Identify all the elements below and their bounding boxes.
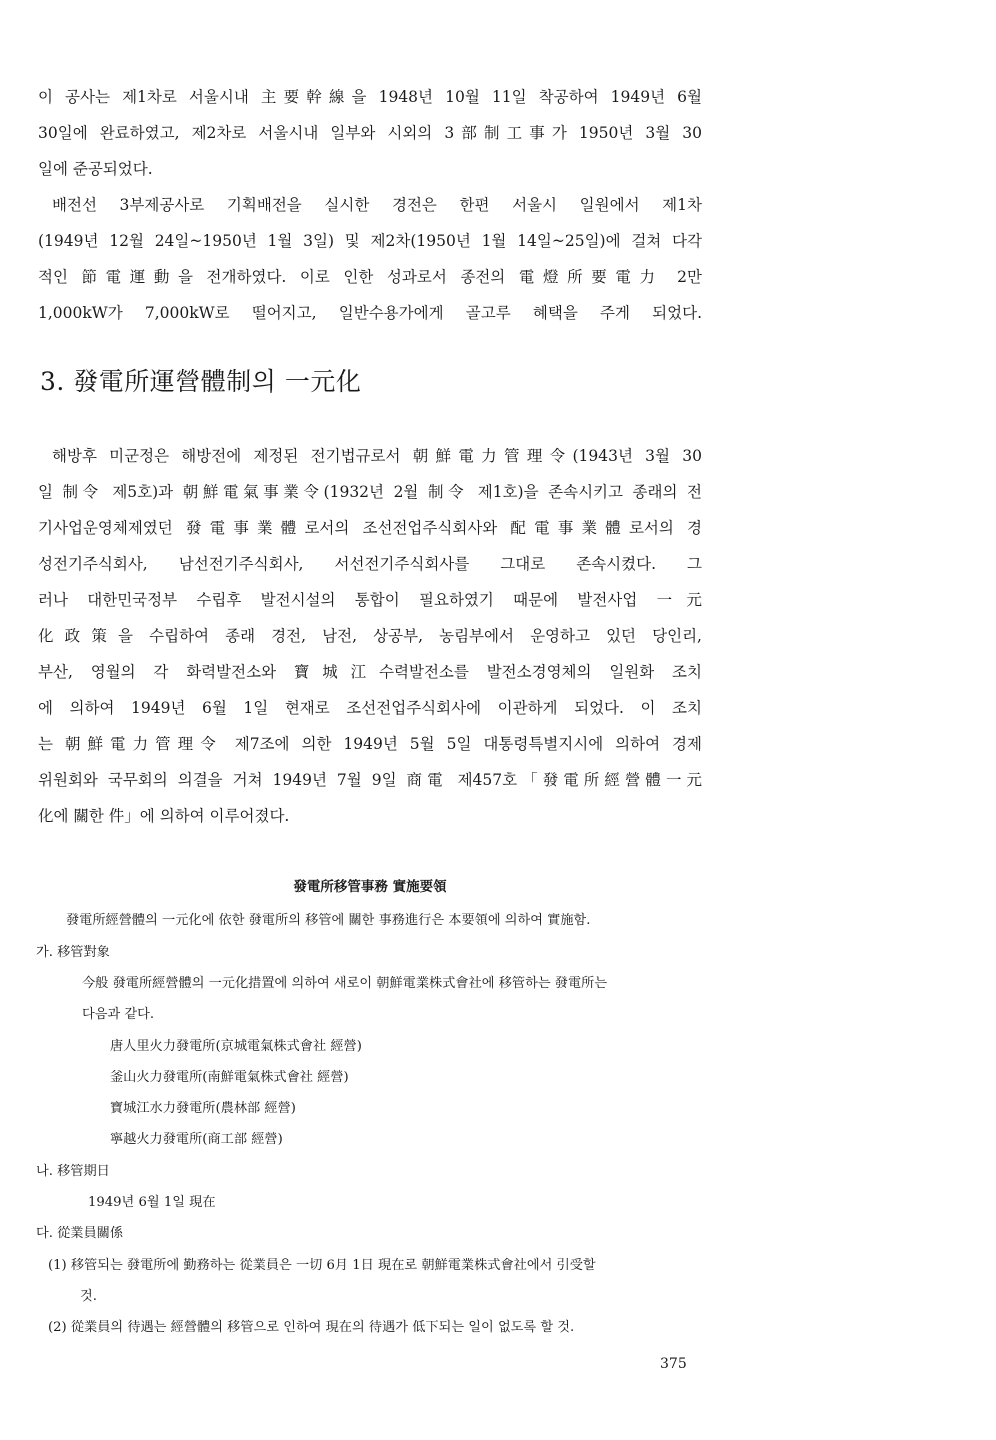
paragraph-line: 일 制令 제5호)과 朝鮮電氣事業令(1932년 2월 制令 제1호)을 존속시키고 종래의 전: [38, 483, 702, 501]
attachment-intro: 發電所經營體의 一元化에 依한 發電所의 移管에 關한 事務進行은 本要領에 의하여 實施함.: [66, 913, 591, 928]
paragraph-line: 는 朝鮮電力管理令 제7조에 의한 1949년 5월 5일 대통령특별지시에 의하여 경제: [38, 735, 702, 753]
paragraph-line: 30일에 완료하였고, 제2차로 서울시내 일부와 시외의 3部制工事가 1950년 3월 30: [38, 124, 702, 142]
paragraph-line: 에 의하여 1949년 6월 1일 현재로 조선전업주식회사에 이관하게 되었다. 이 조치: [38, 699, 702, 717]
paragraph-line: 이 공사는 제1차로 서울시내 主要幹線을 1948년 10월 11일 착공하여 1949년 6월: [38, 88, 702, 106]
paragraph-line: 1,000kW가 7,000kW로 떨어지고, 일반수용가에게 골고루 혜택을 주게 되었다.: [38, 304, 702, 322]
paragraph-line: 적인 節電運動을 전개하였다. 이로 인한 성과로서 종전의 電燈所要電力 2만: [38, 268, 702, 286]
plant-list-item: 唐人里火力發電所(京城電氣株式會社 經營): [110, 1039, 362, 1054]
section-na-heading: 나. 移管期日: [36, 1164, 110, 1179]
plant-list-item: 寧越火力發電所(商工部 經營): [110, 1132, 283, 1147]
section-ga-text: 今般 發電所經營體의 一元化措置에 의하여 새로이 朝鮮電業株式會社에 移管하는 發電所는: [82, 976, 608, 991]
paragraph-line: 성전기주식회사, 남선전기주식회사, 서선전기주식회사를 그대로 존속시켰다. 그: [38, 555, 702, 573]
section-ga-text: 다음과 같다.: [82, 1007, 155, 1022]
paragraph-line: 化에 關한 件」에 의하여 이루어졌다.: [38, 807, 290, 825]
paragraph-line: 해방후 미군정은 해방전에 제정된 전기법규로서 朝鮮電力管理令(1943년 3월 30: [52, 447, 702, 465]
section-na-text: 1949년 6월 1일 現在: [88, 1195, 216, 1210]
paragraph-line: 기사업운영체제였던 發電事業體로서의 조선전업주식회사와 配電事業體로서의 경: [38, 519, 702, 537]
paragraph-1: [38, 79, 702, 187]
paragraph-line: (1949년 12월 24일~1950년 1월 3일) 및 제2차(1950년 1월 14일~25일)에 걸쳐 다각: [38, 232, 702, 250]
paragraph-line: 배전선 3부제공사로 기획배전을 실시한 경전은 한편 서울시 일원에서 제1차: [52, 196, 702, 214]
paragraph-2: [38, 187, 702, 331]
paragraph-line: 化政策을 수립하여 종래 경전, 남전, 상공부, 농림부에서 운영하고 있던 당인리,: [38, 627, 702, 645]
paragraph-line: 부산, 영월의 각 화력발전소와 寶城江수력발전소를 발전소경영체의 일원화 조치: [38, 663, 702, 681]
paragraph-line: 위원회와 국무회의 의결을 거쳐 1949년 7월 9일 商電 제457호「發電所經營體一元: [38, 771, 702, 789]
section-heading: 3. 發電所運營體制의 一元化: [40, 367, 362, 396]
section-da-item-2: (2) 從業員의 待遇는 經營體의 移管으로 인하여 現在의 待遇가 低下되는 일이 없도록 할 것.: [48, 1320, 575, 1335]
section-da-item-1: (1) 移管되는 發電所에 勤務하는 從業員은 一切 6月 1日 現在로 朝鮮電業株式會社에서 引受할: [48, 1258, 596, 1273]
plant-list-item: 寶城江水力發電所(農林部 經營): [110, 1101, 296, 1116]
section-da-item-1-cont: 것.: [80, 1289, 97, 1304]
paragraph-line: 러나 대한민국정부 수립후 발전시설의 통합이 필요하였기 때문에 발전사업 一元: [38, 591, 702, 609]
section-da-heading: 다. 從業員關係: [36, 1226, 124, 1241]
paragraph-line: 일에 준공되었다.: [38, 160, 153, 178]
attachment-title: 發電所移管事務 實施要領: [293, 879, 447, 895]
plant-list-item: 釜山火力發電所(南鮮電氣株式會社 經營): [110, 1070, 349, 1085]
paragraph-3: [38, 438, 702, 834]
page-number: 375: [660, 1356, 687, 1372]
section-ga-heading: 가. 移管對象: [36, 945, 110, 960]
